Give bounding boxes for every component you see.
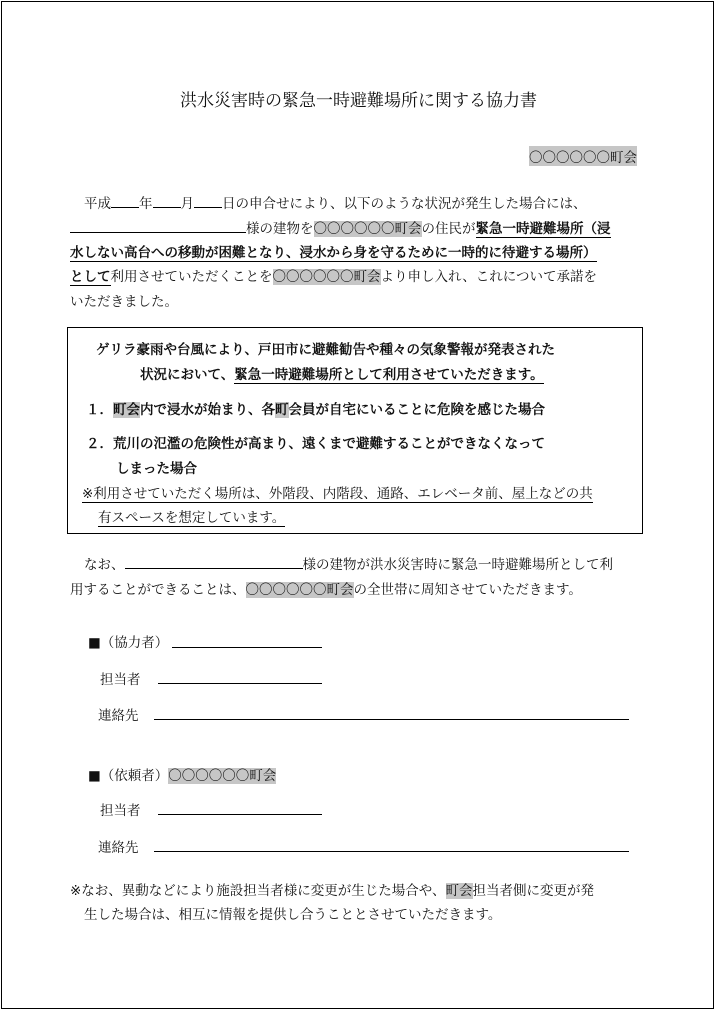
day-label: 日: [222, 196, 236, 212]
org-highlight: 〇〇〇〇〇〇町会: [272, 269, 381, 285]
day-blank: [194, 195, 222, 208]
footer-note-line2: 生した場合は、相互に情報を提供し合うこととさせていただきます。: [84, 907, 502, 923]
year-blank: [111, 195, 139, 208]
box-note-line1: ※利用させていただく場所は、外階段、内階段、通路、エレベータ前、屋上などの共: [82, 482, 593, 503]
org-highlight: 〇〇〇〇〇〇町会: [245, 582, 354, 598]
p1-line1: [84, 192, 587, 212]
org-highlight: 町会: [113, 402, 140, 418]
month-label: 月: [180, 196, 194, 212]
requester-org: 〇〇〇〇〇〇町会: [168, 768, 277, 784]
cooperator-name-line: [172, 647, 322, 648]
cooperator-contact-label: 連絡先: [98, 708, 139, 724]
box-item-2-cont: しまった場合: [116, 461, 197, 477]
p2-text: の全世帯に周知させていただきます。: [353, 582, 582, 598]
p1-emphasis: 緊急一時避難場所（浸: [475, 221, 611, 237]
cooperator-person-label: 担当者: [100, 672, 141, 688]
item-number: ２．: [86, 436, 113, 452]
requester-person-line: [158, 814, 322, 815]
p1-text: 様の建物を: [246, 221, 314, 237]
requester-label-text: ■（依頼者）: [88, 768, 169, 784]
building-owner-blank-2: [125, 556, 303, 569]
requester-label: [88, 764, 276, 784]
item-text: 荒川の氾濫の危険性が高まり、遠くまで避難することができなくなって: [113, 436, 545, 452]
cooperator-label: ■（協力者）: [88, 635, 169, 651]
box-item-1: [86, 398, 545, 418]
p1-line4: [70, 265, 597, 285]
p2-text: なお、: [84, 557, 125, 573]
p2-text: 様の建物が洪水災害時に緊急一時避難場所として利: [302, 557, 613, 573]
footer-text: ※なお、異動などにより施設担当者様に変更が生じた場合や、: [70, 883, 446, 899]
box-item-2: [86, 432, 545, 452]
building-owner-blank: [70, 220, 246, 233]
document-title: 洪水災害時の緊急一時避難場所に関する協力書: [180, 91, 537, 111]
item-number: １．: [86, 402, 113, 418]
p1-after-date: の申合せにより、以下のような状況が発生した場合には、: [235, 196, 587, 212]
requester-contact-label: 連絡先: [98, 840, 139, 856]
box-intro-line2: [140, 363, 544, 383]
p1-emphasis: 水しない高台への移動が困難となり、浸水から身を守るために一時的に待避する場所）: [70, 245, 597, 261]
month-blank: [153, 195, 181, 208]
p1-line3: [70, 241, 597, 261]
footer-text: 担当者側に変更が発: [472, 883, 595, 899]
p1-text: 利用させていただくことを: [110, 269, 273, 285]
cooperator-person-line: [158, 683, 322, 684]
p2-line1: [84, 553, 613, 573]
conditions-box: [67, 327, 643, 534]
p1-emphasis: として: [70, 269, 111, 285]
p1-text: の住民が: [421, 221, 476, 237]
requester-person-label: 担当者: [100, 803, 141, 819]
recipient-org: 〇〇〇〇〇〇町会: [529, 146, 637, 166]
p1-line5: いただきました。: [70, 294, 178, 310]
org-highlight: 町: [275, 402, 289, 418]
requester-contact-line: [154, 851, 629, 852]
p2-text: 用することができることは、: [70, 582, 246, 598]
item-text: 内で浸水が始まり、各: [140, 402, 275, 418]
year-label: 年: [139, 196, 153, 212]
box-text: 状況において、: [140, 367, 235, 383]
cooperator-contact-line: [154, 719, 629, 720]
p2-line2: [70, 578, 582, 598]
box-intro-line1: ゲリラ豪雨や台風により、戸田市に避難勧告や種々の気象警報が発表された: [96, 342, 555, 358]
p1-line2: [70, 217, 611, 237]
item-text: 会員が自宅にいることに危険を感じた場合: [288, 402, 545, 418]
box-note-line2: 有スペースを想定しています。: [98, 506, 285, 527]
box-underlined: 緊急一時避難場所として利用させていただきます。: [234, 367, 544, 383]
footer-note-line1: [70, 879, 594, 899]
org-highlight: 町会: [445, 883, 473, 899]
p1-text: より申し入れ、これについて承諾を: [380, 269, 598, 285]
org-highlight: 〇〇〇〇〇〇町会: [313, 221, 422, 237]
era: 平成: [84, 196, 111, 212]
